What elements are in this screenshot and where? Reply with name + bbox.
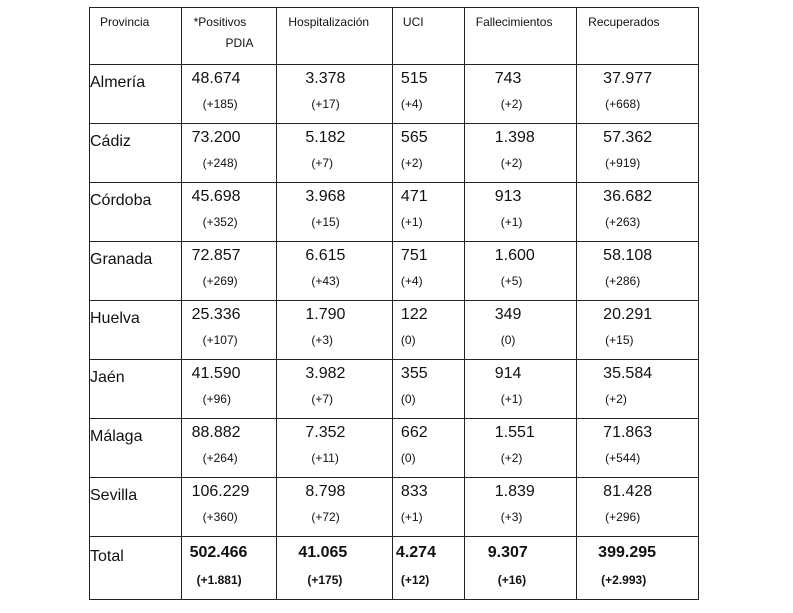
header-provincia: Provincia [90, 8, 182, 65]
header-row [90, 8, 699, 65]
uci-cell: 122 (0) [392, 301, 464, 360]
hospitalizacion-cell: 1.790 (+3) [277, 301, 393, 360]
fallecimientos-cell: 1.600 (+5) [464, 242, 576, 301]
uci-cell: 471 (+1) [392, 183, 464, 242]
hospitalizacion-cell: 5.182 (+7) [277, 124, 393, 183]
table-row [90, 419, 699, 478]
fallecimientos-cell: 1.839 (+3) [464, 478, 576, 537]
table-row [90, 360, 699, 419]
header-recuperados: Recuperados [577, 8, 699, 65]
table-row [90, 242, 699, 301]
table-row [90, 124, 699, 183]
recuperados-cell: 20.291 (+15) [577, 301, 699, 360]
hospitalizacion-cell: 7.352 (+11) [277, 419, 393, 478]
total-recuperados-cell: 399.295 (+2.993) [577, 537, 699, 600]
recuperados-cell: 36.682 (+263) [577, 183, 699, 242]
province-name: Huelva [90, 301, 182, 360]
fallecimientos-cell: 349 (0) [464, 301, 576, 360]
total-positivos-cell: 502.466 (+1.881) [181, 537, 277, 600]
hospitalizacion-cell: 3.982 (+7) [277, 360, 393, 419]
positivos-cell: 48.674 (+185) [181, 65, 277, 124]
uci-cell: 751 (+4) [392, 242, 464, 301]
hospitalizacion-cell: 3.378 (+17) [277, 65, 393, 124]
province-name: Córdoba [90, 183, 182, 242]
recuperados-cell: 37.977 (+668) [577, 65, 699, 124]
province-name: Almería [90, 65, 182, 124]
total-hospitalizacion-cell: 41.065 (+175) [277, 537, 393, 600]
province-name: Málaga [90, 419, 182, 478]
fallecimientos-cell: 1.551 (+2) [464, 419, 576, 478]
province-name: Jaén [90, 360, 182, 419]
fallecimientos-cell: 913 (+1) [464, 183, 576, 242]
hospitalizacion-cell: 3.968 (+15) [277, 183, 393, 242]
positivos-cell: 88.882 (+264) [181, 419, 277, 478]
recuperados-cell: 58.108 (+286) [577, 242, 699, 301]
positivos-cell: 106.229 (+360) [181, 478, 277, 537]
uci-cell: 662 (0) [392, 419, 464, 478]
fallecimientos-cell: 743 (+2) [464, 65, 576, 124]
table-row [90, 478, 699, 537]
recuperados-cell: 71.863 (+544) [577, 419, 699, 478]
uci-cell: 515 (+4) [392, 65, 464, 124]
header-fallecimientos: Fallecimientos [464, 8, 576, 65]
uci-cell: 565 (+2) [392, 124, 464, 183]
positivos-cell: 41.590 (+96) [181, 360, 277, 419]
hospitalizacion-cell: 6.615 (+43) [277, 242, 393, 301]
positivos-cell: 72.857 (+269) [181, 242, 277, 301]
recuperados-cell: 35.584 (+2) [577, 360, 699, 419]
province-name: Cádiz [90, 124, 182, 183]
header-uci: UCI [392, 8, 464, 65]
header-hospitalizacion: Hospitalización [277, 8, 393, 65]
total-label: Total [90, 537, 182, 600]
covid-province-table-container [89, 7, 699, 600]
recuperados-cell: 57.362 (+919) [577, 124, 699, 183]
total-fallecimientos-cell: 9.307 (+16) [464, 537, 576, 600]
fallecimientos-cell: 914 (+1) [464, 360, 576, 419]
recuperados-cell: 81.428 (+296) [577, 478, 699, 537]
positivos-cell: 45.698 (+352) [181, 183, 277, 242]
uci-cell: 355 (0) [392, 360, 464, 419]
header-positivos-pdia: *Positivos PDIA [181, 8, 277, 65]
covid-province-table [89, 7, 699, 600]
fallecimientos-cell: 1.398 (+2) [464, 124, 576, 183]
province-name: Granada [90, 242, 182, 301]
table-row [90, 301, 699, 360]
positivos-cell: 25.336 (+107) [181, 301, 277, 360]
table-row [90, 65, 699, 124]
total-row [90, 537, 699, 600]
table-row [90, 183, 699, 242]
positivos-cell: 73.200 (+248) [181, 124, 277, 183]
hospitalizacion-cell: 8.798 (+72) [277, 478, 393, 537]
province-name: Sevilla [90, 478, 182, 537]
uci-cell: 833 (+1) [392, 478, 464, 537]
total-uci-cell: 4.274 (+12) [392, 537, 464, 600]
